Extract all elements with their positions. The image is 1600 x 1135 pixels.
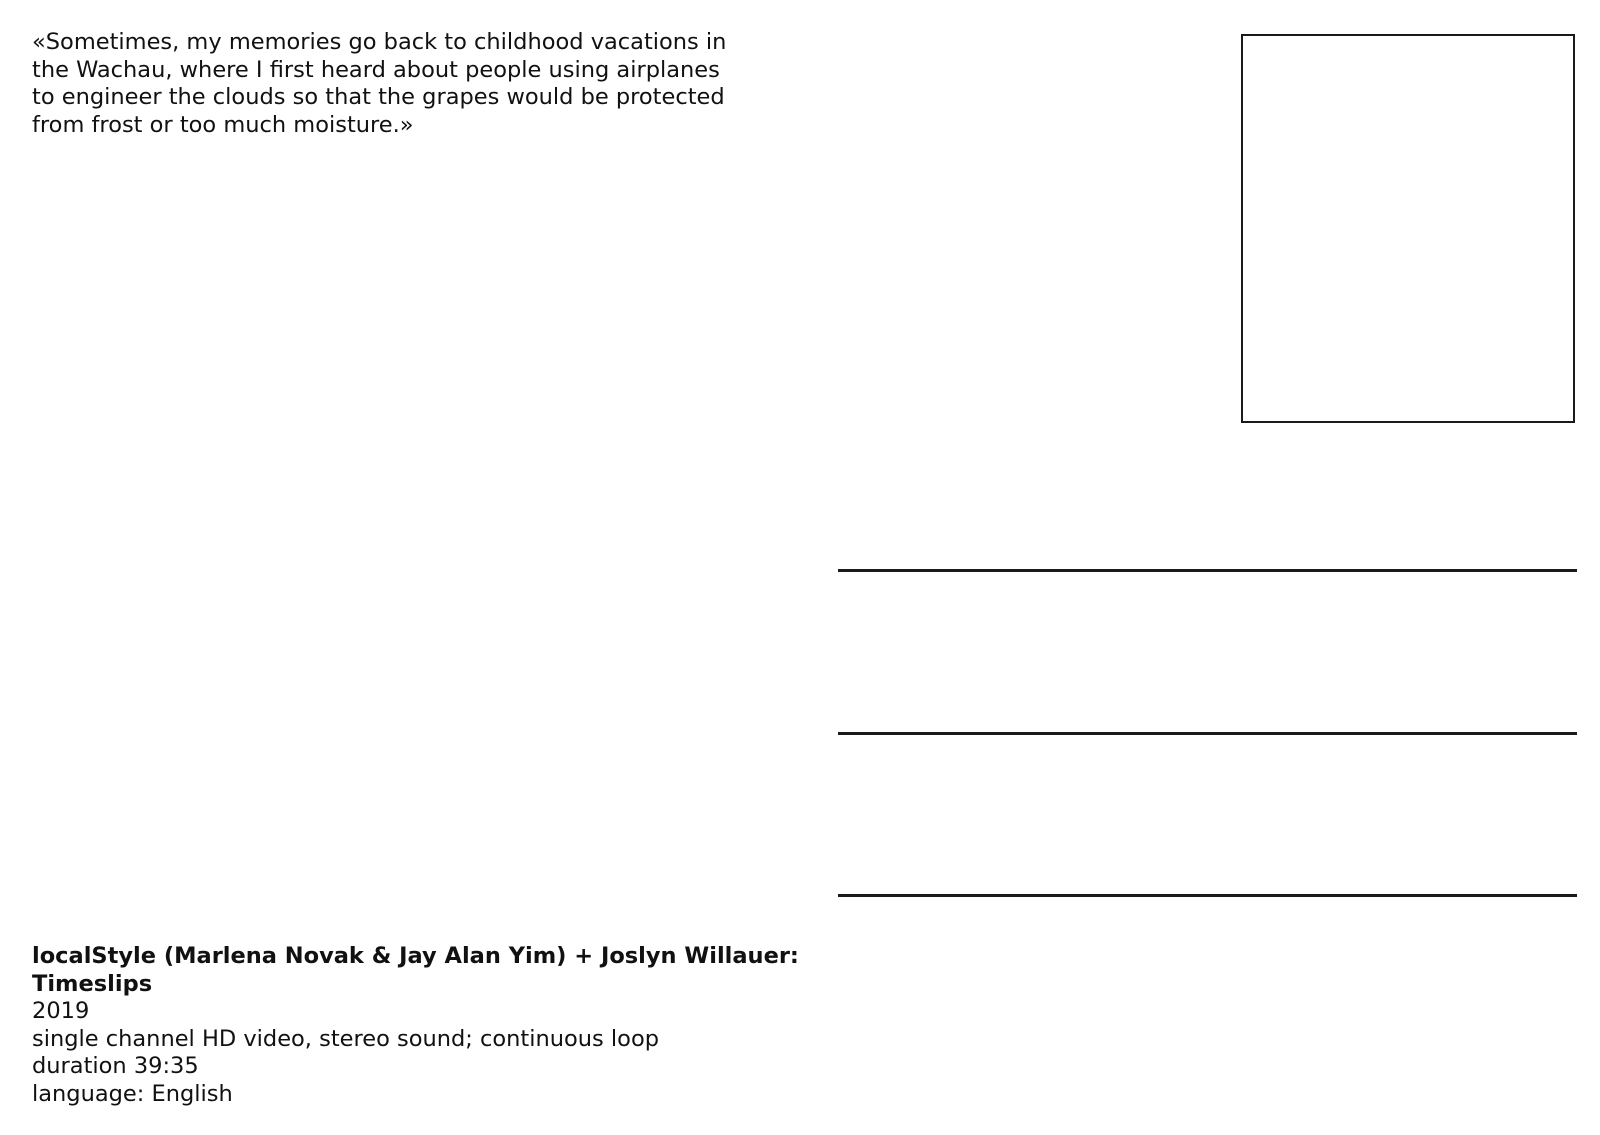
address-line-3: [838, 894, 1577, 897]
quote-line: to engineer the clouds so that the grapes would be protected: [32, 84, 725, 110]
artwork-year: 2019: [32, 998, 90, 1024]
address-line-1: [838, 569, 1577, 572]
artwork-title-line: Timeslips: [32, 970, 153, 997]
artwork-credits: [32, 943, 812, 1108]
postcard-quote: [32, 29, 792, 139]
artwork-medium: single channel HD video, stereo sound; continuous loop: [32, 1025, 659, 1052]
quote-line: the Wachau, where I first heard about people using airplanes: [32, 56, 720, 83]
quote-line: «Sometimes, my memories go back to childhood vacations in: [32, 29, 727, 55]
quote-line: from frost or too much moisture.»: [32, 111, 414, 138]
stamp-box: [1241, 34, 1575, 423]
artwork-language: language: English: [32, 1080, 233, 1107]
artwork-duration: duration 39:35: [32, 1053, 199, 1079]
address-line-2: [838, 732, 1577, 735]
artwork-title-line: localStyle (Marlena Novak & Jay Alan Yim) + Joslyn Willauer:: [32, 943, 799, 969]
